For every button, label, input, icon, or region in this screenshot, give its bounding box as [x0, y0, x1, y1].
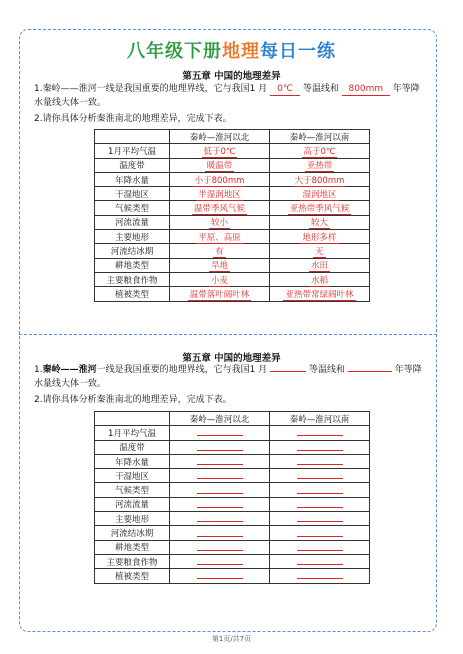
page-footer: 第1页/共7页 [211, 635, 252, 643]
south-answer: 亚热带常绿阔叶林 [270, 287, 370, 301]
row-label: 1月平均气温 [95, 426, 170, 440]
south-blank[interactable] [270, 483, 370, 497]
blank-rainfall[interactable] [348, 371, 392, 372]
north-blank[interactable] [170, 426, 270, 440]
north-blank[interactable] [170, 526, 270, 540]
table-row [95, 258, 370, 272]
north-answer: 温带季风气候 [170, 201, 270, 215]
table-row [95, 187, 370, 201]
south-blank[interactable] [270, 554, 370, 568]
row-label: 耕地类型 [95, 540, 170, 554]
row-label: 1月平均气温 [95, 144, 170, 158]
north-blank[interactable] [170, 497, 270, 511]
south-blank[interactable] [270, 497, 370, 511]
south-answer: 亚热带 [270, 158, 370, 172]
table-row [95, 512, 370, 526]
header-south: 秦岭—淮河以南 [270, 412, 370, 426]
table-row [95, 440, 370, 454]
question-1-continuation-blank: 水量线大体一致。 [34, 379, 107, 389]
south-blank[interactable] [270, 512, 370, 526]
south-answer: 湿润地区 [270, 187, 370, 201]
table-row [95, 483, 370, 497]
south-blank[interactable] [270, 569, 370, 583]
row-label: 河流结冰期 [95, 526, 170, 540]
table-row [95, 426, 370, 440]
south-answer: 亚热带季风气候 [270, 201, 370, 215]
table-row [95, 454, 370, 468]
row-label: 年降水量 [95, 454, 170, 468]
title-part-1: 八年级下册 [127, 41, 222, 62]
section-divider [19, 334, 437, 335]
table-row [95, 540, 370, 554]
north-answer: 小麦 [170, 272, 270, 286]
north-answer: 有 [170, 244, 270, 258]
table-row [95, 526, 370, 540]
north-blank[interactable] [170, 454, 270, 468]
north-answer: 小于800mm [170, 172, 270, 186]
row-label: 主要地形 [95, 512, 170, 526]
table-row [95, 244, 370, 258]
question-2-answers: 2.请你具体分析秦淮南北的地理差异，完成下表。 [34, 114, 232, 124]
north-blank[interactable] [170, 554, 270, 568]
south-blank[interactable] [270, 540, 370, 554]
north-blank[interactable] [170, 512, 270, 526]
section-title-answers: 第五章 中国的地理差异 [182, 71, 281, 82]
row-label: 主要粮食作物 [95, 272, 170, 286]
header-north: 秦岭—淮河以北 [170, 412, 270, 426]
south-answer: 大于800mm [270, 172, 370, 186]
south-answer: 高于0℃ [270, 144, 370, 158]
table-header-row [95, 130, 370, 144]
header-north: 秦岭—淮河以北 [170, 130, 270, 144]
row-label: 气候类型 [95, 483, 170, 497]
south-answer: 水稻 [270, 272, 370, 286]
answer-temperature: 0℃ [270, 83, 300, 96]
north-answer: 旱地 [170, 258, 270, 272]
row-label: 主要粮食作物 [95, 554, 170, 568]
table-row [95, 215, 370, 229]
title-part-2: 地理 [222, 41, 260, 62]
table-row [95, 554, 370, 568]
south-answer: 水田 [270, 258, 370, 272]
row-label: 河流流量 [95, 215, 170, 229]
north-answer: 较小 [170, 215, 270, 229]
page-title [0, 37, 463, 63]
row-label: 干湿地区 [95, 469, 170, 483]
table-row [95, 144, 370, 158]
table-row [95, 497, 370, 511]
row-label: 耕地类型 [95, 258, 170, 272]
question-1-continuation: 水量线大体一致。 [34, 98, 107, 108]
north-answer: 暖温带 [170, 158, 270, 172]
north-blank[interactable] [170, 469, 270, 483]
section-title-blank: 第五章 中国的地理差异 [182, 353, 281, 364]
row-label: 温度带 [95, 158, 170, 172]
south-answer: 较大 [270, 215, 370, 229]
north-answer: 温带落叶阔叶林 [170, 287, 270, 301]
table-row [95, 272, 370, 286]
row-label: 主要地形 [95, 230, 170, 244]
south-answer: 无 [270, 244, 370, 258]
row-label: 河流流量 [95, 497, 170, 511]
question-1-answers: 1.秦岭——淮河一线是我国重要的地理界线，它与我国1 月 0℃ 等温线和 800mm 年等降 [34, 84, 420, 94]
south-blank[interactable] [270, 454, 370, 468]
north-blank[interactable] [170, 540, 270, 554]
blank-table [94, 411, 370, 584]
title-part-3: 每日一练 [260, 41, 336, 62]
north-answer: 半湿润地区 [170, 187, 270, 201]
south-blank[interactable] [270, 526, 370, 540]
table-row [95, 287, 370, 301]
table-row [95, 469, 370, 483]
row-label: 干湿地区 [95, 187, 170, 201]
table-header-row [95, 412, 370, 426]
north-blank[interactable] [170, 440, 270, 454]
table-row [95, 230, 370, 244]
table-row [95, 172, 370, 186]
south-answer: 地形多样 [270, 230, 370, 244]
row-label: 年降水量 [95, 172, 170, 186]
row-label: 河流结冰期 [95, 244, 170, 258]
table-row [95, 158, 370, 172]
answer-table [94, 129, 370, 302]
table-row [95, 201, 370, 215]
question-2-blank: 2.请你具体分析秦淮南北的地理差异，完成下表。 [34, 395, 232, 405]
north-answer: 低于0℃ [170, 144, 270, 158]
south-blank[interactable] [270, 469, 370, 483]
row-label: 植被类型 [95, 287, 170, 301]
table-row [95, 569, 370, 583]
north-blank[interactable] [170, 483, 270, 497]
answer-rainfall: 800mm [342, 83, 390, 96]
north-blank[interactable] [170, 569, 270, 583]
header-south: 秦岭—淮河以南 [270, 130, 370, 144]
south-blank[interactable] [270, 440, 370, 454]
blank-temperature[interactable] [270, 371, 306, 372]
row-label: 温度带 [95, 440, 170, 454]
north-answer: 平原、高原 [170, 230, 270, 244]
row-label: 气候类型 [95, 201, 170, 215]
question-1-blank: 1.秦岭——淮河一线是我国重要的地理界线，它与我国1 月 等温线和 年等降 [34, 365, 422, 375]
row-label: 植被类型 [95, 569, 170, 583]
south-blank[interactable] [270, 426, 370, 440]
